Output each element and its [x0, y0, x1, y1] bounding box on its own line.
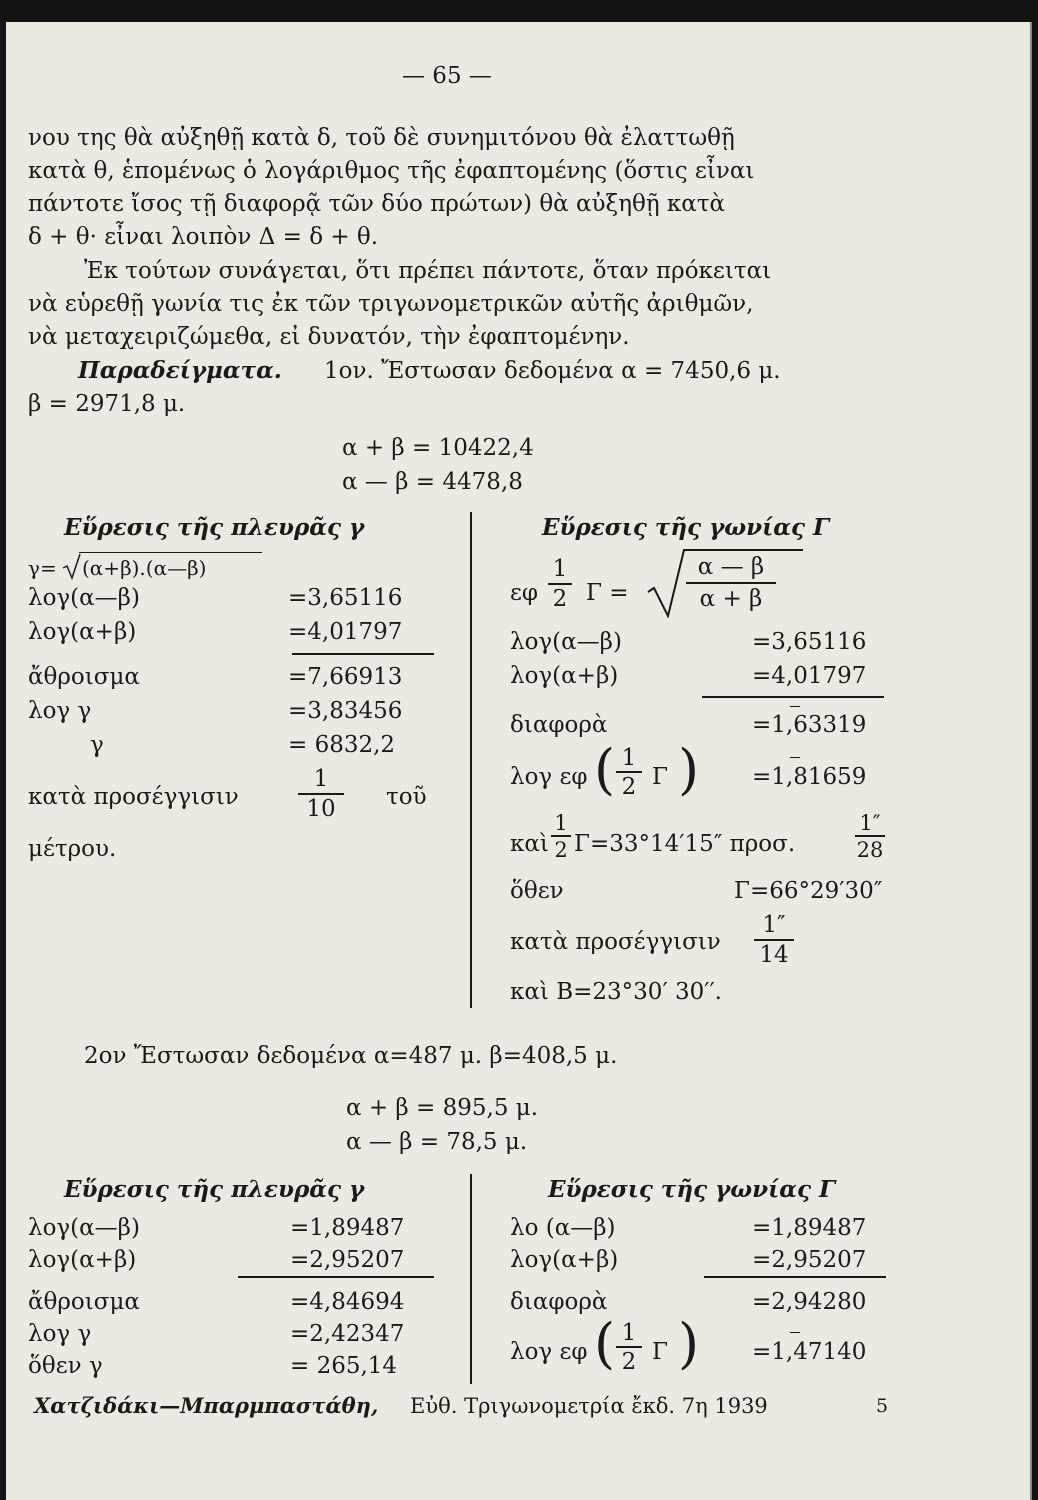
left1-approx-label: κατὰ προσέγγισιν [28, 784, 239, 810]
text-line: νὰ μεταχειριζώμεθα, εἰ δυνατόν, τὴν ἐφαπτομένην. [28, 324, 630, 350]
left1-row-value: =3,65116 [288, 585, 403, 611]
fraction-bar [616, 1346, 642, 1348]
bar-characteristic [790, 1332, 800, 1333]
radical-bar [683, 549, 803, 551]
right-paren: ) [678, 738, 700, 801]
right2-row-value: =1,89487 [752, 1215, 867, 1241]
left1-row-label: ἄθροισμα [28, 664, 140, 690]
kai-fraction-den: 28 [856, 838, 884, 862]
left1-row-value: =7,66913 [288, 664, 403, 690]
example2-sum: α + β = 895,5 μ. [346, 1095, 539, 1121]
difference-rule [704, 1276, 886, 1278]
half-num: 1 [554, 811, 568, 835]
kai-fraction-num: 1″ [859, 811, 881, 835]
right2-log-gamma: Γ [652, 1339, 668, 1365]
right2-row-value: =2,95207 [752, 1247, 867, 1273]
example1-diff: α — β = 4478,8 [342, 469, 523, 495]
left2-row-value: =1,89487 [290, 1215, 405, 1241]
sqrt-sign-icon [62, 552, 82, 580]
left1-row-value: =4,01797 [288, 619, 403, 645]
bar-characteristic [790, 757, 800, 758]
right1-row-value: =4,01797 [752, 663, 867, 689]
text-line: Ἐκ τούτων συνάγεται, ὅτι πρέπει πάντοτε, ὅταν πρόκειται [84, 258, 772, 284]
left-paren: ( [594, 1312, 616, 1375]
half-num: 1 [552, 556, 568, 582]
approx-fraction-num: 1 [313, 766, 329, 792]
half-den: 2 [621, 1349, 637, 1375]
text-line: δ + θ· εἶναι λοιπὸν Δ = δ + θ. [28, 224, 379, 250]
sum-rule [292, 653, 434, 655]
example1-sum: α + β = 10422,4 [342, 435, 534, 461]
footer-book: Εὐθ. Τριγωνομετρία ἔκδ. 7η 1939 [410, 1394, 768, 1418]
right-paren: ) [678, 1312, 700, 1375]
radical-bar [79, 552, 262, 553]
sum-rule [238, 1276, 434, 1278]
book-page [6, 22, 1032, 1500]
example1-beta: β = 2971,8 μ. [28, 391, 186, 417]
right1-kai-angle: Γ=33°14′15″ προσ. [574, 831, 796, 857]
right2-title: Εὕρεσις τῆς γωνίας Γ [548, 1176, 836, 1203]
right1-row-value: =3,65116 [752, 629, 867, 655]
right2-row-label: λογ(α+β) [510, 1247, 619, 1273]
right1-othen: ὅθεν [510, 878, 564, 904]
right1-log-label: λογ εφ [510, 764, 588, 790]
text-line: νου της θὰ αὐξηθῇ κατὰ δ, τοῦ δὲ συνημιτόνου θὰ ἐλαττωθῇ [28, 125, 735, 151]
left1-row-value: = 6832,2 [288, 732, 396, 758]
left2-row-value: =2,95207 [290, 1247, 405, 1273]
text-line: νὰ εὑρεθῇ γωνία τις ἐκ τῶν τριγωνομετρικῶν αὐτῆς ἀριθμῶν, [28, 291, 754, 317]
left2-row-value: =4,84694 [290, 1289, 405, 1315]
left-paren: ( [594, 738, 616, 801]
half-den: 2 [552, 586, 568, 612]
right1-formula-gamma: Γ = [586, 580, 629, 606]
left2-row-label: ὅθεν γ [28, 1353, 103, 1379]
left2-row-label: ἄθροισμα [28, 1289, 140, 1315]
right1-row-label: διαφορὰ [510, 712, 608, 738]
half-num: 1 [621, 745, 637, 771]
left1-title: Εὕρεσις τῆς πλευρᾶς γ [64, 514, 365, 541]
fraction-bar [548, 583, 572, 585]
approx-fraction-num: 1″ [762, 912, 786, 938]
right1-formula-pre: εφ [510, 580, 539, 606]
left1-row-value: =3,83456 [288, 698, 403, 724]
text-line: πάντοτε ἴσος τῇ διαφορᾷ τῶν δύο πρώτων) θὰ αὐξηθῇ κατὰ [28, 191, 726, 217]
left1-formula-radicand: (α+β).(α—β) [82, 556, 207, 580]
radical-num: α — β [697, 554, 765, 580]
right1-row-value: =1,63319 [752, 712, 867, 738]
right1-final: καὶ B=23°30′ 30′′. [510, 979, 722, 1005]
right2-row-value: =2,94280 [752, 1289, 867, 1315]
page-number: — 65 — [402, 63, 492, 89]
half-den: 2 [621, 774, 637, 800]
sqrt-sign-icon [646, 548, 686, 618]
right2-row-label: διαφορὰ [510, 1289, 608, 1315]
right1-kai-pre: καὶ [510, 831, 549, 857]
right1-title: Εὕρεσις τῆς γωνίας Γ [542, 514, 830, 541]
fraction-bar [754, 939, 794, 941]
fraction-bar [298, 793, 344, 795]
left2-row-label: λογ(α+β) [28, 1247, 137, 1273]
left2-row-value: = 265,14 [290, 1353, 398, 1379]
right2-log-label: λογ εφ [510, 1339, 588, 1365]
half-den: 2 [554, 838, 568, 862]
footer-sheet: 5 [876, 1395, 889, 1417]
left2-row-value: =2,42347 [290, 1321, 405, 1347]
column-divider [470, 512, 472, 1008]
example1-intro: 1ον. Ἔστωσαν δεδομένα α = 7450,6 μ. [324, 358, 781, 384]
half-num: 1 [621, 1320, 637, 1346]
right2-row-label: λο (α—β) [510, 1215, 616, 1241]
radical-den: α + β [699, 586, 763, 612]
fraction-bar [686, 582, 776, 584]
right1-row-label: λογ(α—β) [510, 629, 622, 655]
right1-log-gamma: Γ [652, 764, 668, 790]
footer-authors: Χατζιδάκι—Μπαρμπαστάθη, [34, 1393, 379, 1418]
column-divider [470, 1174, 472, 1384]
difference-rule [702, 696, 884, 698]
left2-row-label: λογ(α—β) [28, 1215, 140, 1241]
left1-approx-end: μέτρου. [28, 836, 117, 862]
approx-fraction-den: 10 [306, 796, 336, 822]
text-line: κατὰ θ, ἑπομένως ὁ λογάριθμος τῆς ἐφαπτομένης (ὅστις εἶναι [28, 158, 755, 184]
left1-row-label: γ [90, 732, 104, 758]
right1-row-label: λογ(α+β) [510, 663, 619, 689]
left1-row-label: λογ(α—β) [28, 585, 140, 611]
right1-log-value: =1,81659 [752, 764, 867, 790]
right1-othen-value: Γ=66°29′30″ [734, 878, 883, 904]
bar-characteristic [790, 706, 800, 707]
example2-intro: 2ον Ἔστωσαν δεδομένα α=487 μ. β=408,5 μ. [84, 1043, 618, 1069]
left1-row-label: λογ(α+β) [28, 619, 137, 645]
left1-formula-lhs: γ= [28, 556, 57, 580]
right1-approx-label: κατὰ προσέγγισιν [510, 929, 721, 955]
left2-title: Εὕρεσις τῆς πλευρᾶς γ [64, 1176, 365, 1203]
left1-approx-suffix: τοῦ [386, 784, 427, 810]
approx-fraction-den: 14 [759, 942, 789, 968]
examples-heading: Παραδείγματα. [78, 357, 282, 384]
left1-row-label: λογ γ [28, 698, 92, 724]
example2-diff: α — β = 78,5 μ. [346, 1129, 528, 1155]
left2-row-label: λογ γ [28, 1321, 92, 1347]
fraction-bar [616, 771, 642, 773]
right2-log-value: =1,47140 [752, 1339, 867, 1365]
